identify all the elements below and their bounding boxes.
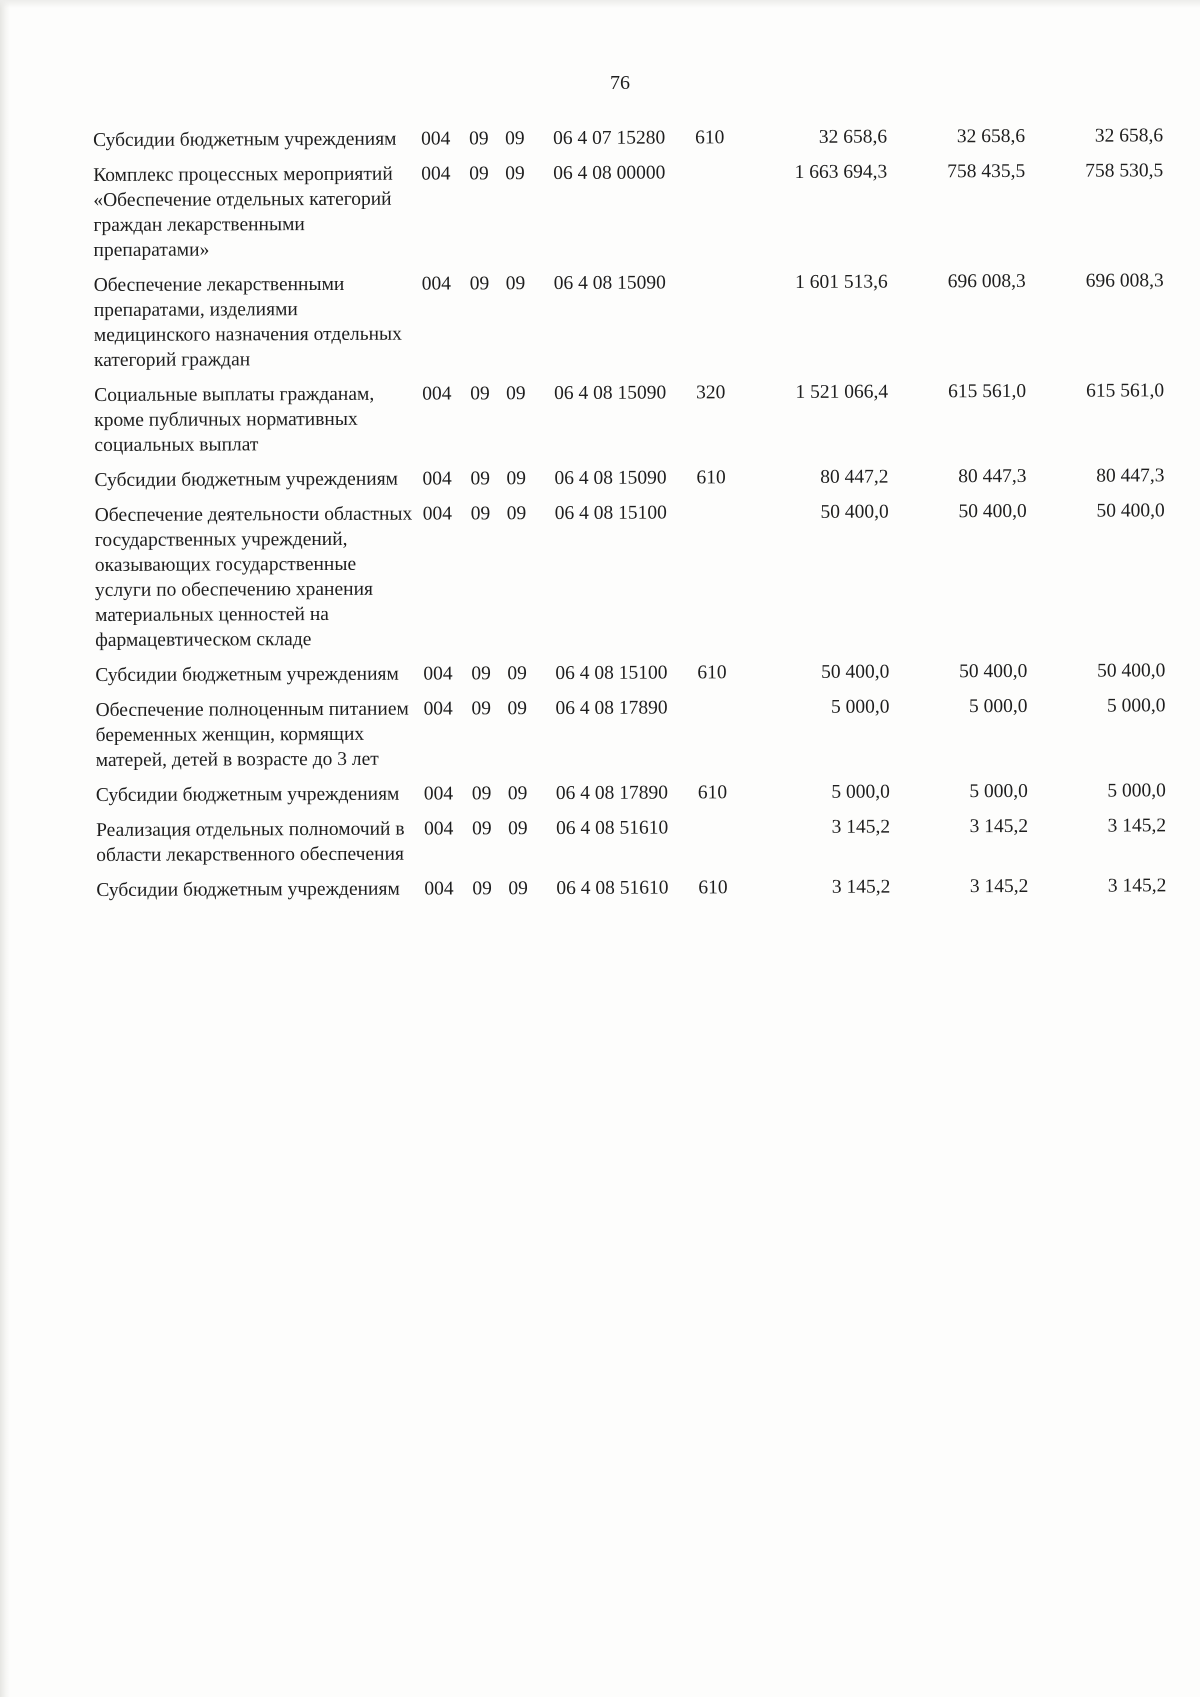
row-name: Обеспечение полноценным питанием беременных женщин, кормящих матерей, детей в возрасте до 3 лет	[95, 698, 409, 771]
target-item-code: 06 4 08 00000	[553, 162, 666, 184]
amount-year-2: 3 145,2	[969, 815, 1029, 838]
amount-year-3: 758 530,5	[1085, 160, 1164, 182]
department-code: 004	[422, 468, 452, 490]
amount-year-1: 1 663 694,3	[794, 161, 888, 183]
department-code: 004	[423, 663, 453, 685]
row-name: Реализация отдельных полномочий в области лекарственного обеспечения	[96, 818, 405, 866]
table-row	[94, 463, 1164, 503]
expense-type-code	[695, 160, 757, 270]
scan-left-edge	[0, 0, 10, 1697]
amount-year-2: 3 145,2	[969, 875, 1029, 898]
subsection-code: 09	[506, 468, 527, 490]
section-code: 09	[470, 468, 491, 490]
target-item-code: 06 4 08 51610	[556, 817, 669, 839]
section-code: 09	[472, 818, 492, 840]
subsection-code: 09	[506, 383, 526, 405]
section-code: 09	[469, 128, 489, 150]
amount-year-1: 1 601 513,6	[795, 271, 888, 293]
amount-year-1: 32 658,6	[818, 126, 888, 148]
subsection-code: 09	[505, 273, 526, 295]
section-code: 09	[470, 503, 491, 525]
amount-year-3: 50 400,0	[1096, 500, 1165, 522]
amount-year-3: 50 400,0	[1097, 660, 1166, 682]
row-name: Комплекс процессных мероприятий «Обеспечение отдельных категорий граждан лекарственными препаратами»	[93, 163, 393, 261]
department-code: 004	[423, 698, 453, 720]
section-code: 09	[471, 663, 491, 685]
amount-year-2: 50 400,0	[958, 500, 1027, 523]
department-code: 004	[421, 273, 451, 295]
expense-type-code: 610	[697, 662, 727, 684]
amount-year-3: 80 447,3	[1096, 465, 1165, 487]
page-number: 76	[610, 72, 630, 94]
target-item-code: 06 4 08 15090	[554, 467, 667, 489]
row-name: Обеспечение деятельности областных государственных учреждений, оказывающих государственные услуги по обеспечению хранения материальных ценностей на фармацевтическом складе	[94, 503, 413, 651]
amount-year-1: 5 000,0	[831, 781, 890, 803]
target-item-code: 06 4 08 15090	[553, 272, 666, 294]
section-code: 09	[470, 383, 490, 405]
table-row	[96, 813, 1166, 878]
row-name: Субсидии бюджетным учреждениям	[94, 468, 399, 491]
expense-type-code	[696, 270, 758, 380]
department-code: 004	[421, 128, 451, 150]
section-code: 09	[471, 698, 492, 720]
subsection-code: 09	[507, 783, 528, 805]
table-row	[93, 158, 1163, 273]
section-code: 09	[472, 878, 492, 900]
expense-type-code	[697, 500, 760, 660]
subsection-code: 09	[505, 128, 525, 150]
expense-type-code	[697, 695, 759, 780]
amount-year-3: 5 000,0	[1106, 695, 1166, 717]
amount-year-3: 3 145,2	[1107, 815, 1167, 837]
amount-year-2: 5 000,0	[968, 695, 1028, 718]
table-row	[94, 268, 1164, 383]
target-item-code: 06 4 08 51610	[556, 877, 669, 899]
department-code: 004	[422, 503, 452, 525]
table-row	[95, 498, 1166, 663]
row-name: Субсидии бюджетным учреждениям	[95, 783, 400, 806]
amount-year-2: 50 400,0	[959, 660, 1028, 683]
amount-year-3: 615 561,0	[1086, 380, 1165, 402]
amount-year-1: 80 447,2	[820, 466, 889, 488]
expense-type-code: 610	[695, 127, 725, 149]
amount-year-2: 758 435,5	[947, 160, 1026, 183]
amount-year-1: 3 145,2	[831, 876, 891, 898]
amount-year-1: 3 145,2	[831, 816, 891, 838]
row-name: Социальные выплаты гражданам, кроме публичных нормативных социальных выплат	[94, 383, 375, 456]
amount-year-2: 615 561,0	[948, 380, 1027, 403]
table-row	[96, 873, 1166, 913]
amount-year-1: 50 400,0	[820, 501, 889, 523]
expense-type-code	[698, 815, 760, 875]
amount-year-2: 5 000,0	[969, 780, 1028, 803]
subsection-code: 09	[507, 663, 527, 685]
target-item-code: 06 4 08 15100	[555, 662, 668, 684]
expense-type-code: 610	[697, 782, 728, 804]
subsection-code: 09	[506, 503, 527, 525]
table-row	[93, 123, 1163, 163]
amount-year-3: 696 008,3	[1085, 270, 1164, 292]
scan-top-edge	[0, 0, 1200, 8]
amount-year-1: 50 400,0	[821, 661, 890, 683]
budget-table	[93, 123, 1166, 913]
target-item-code: 06 4 08 15090	[554, 382, 667, 404]
table-row	[95, 658, 1165, 698]
target-item-code: 06 4 08 15100	[554, 502, 667, 524]
section-code: 09	[471, 783, 492, 805]
department-code: 004	[424, 818, 454, 840]
amount-year-2: 696 008,3	[947, 270, 1026, 293]
subsection-code: 09	[508, 878, 528, 900]
amount-year-3: 3 145,2	[1107, 875, 1167, 897]
table-row	[94, 378, 1164, 468]
target-item-code: 06 4 07 15280	[553, 127, 666, 149]
subsection-code: 09	[507, 698, 528, 720]
amount-year-3: 32 658,6	[1094, 125, 1164, 147]
budget-table-body	[93, 123, 1166, 913]
target-item-code: 06 4 08 17890	[555, 782, 669, 804]
row-name: Обеспечение лекарственными препаратами, изделиями медицинского назначения отдельных категорий граждан	[93, 273, 402, 371]
department-code: 004	[424, 878, 454, 900]
amount-year-2: 80 447,3	[958, 465, 1027, 488]
row-name: Субсидии бюджетным учреждениям	[96, 878, 400, 901]
expense-type-code: 320	[696, 382, 726, 404]
expense-type-code: 610	[698, 877, 728, 899]
table-row	[96, 778, 1166, 818]
table-row	[95, 693, 1165, 783]
subsection-code: 09	[508, 818, 528, 840]
target-item-code: 06 4 08 17890	[555, 697, 668, 719]
department-code: 004	[423, 783, 454, 805]
row-name: Субсидии бюджетным учреждениям	[95, 663, 399, 686]
department-code: 004	[422, 383, 452, 405]
amount-year-1: 1 521 066,4	[795, 381, 889, 403]
section-code: 09	[469, 273, 490, 295]
amount-year-2: 32 658,6	[956, 125, 1026, 148]
section-code: 09	[469, 163, 489, 185]
expense-type-code: 610	[696, 467, 726, 489]
amount-year-1: 5 000,0	[830, 696, 890, 718]
subsection-code: 09	[505, 163, 525, 185]
row-name: Субсидии бюджетным учреждениям	[93, 128, 397, 151]
amount-year-3: 5 000,0	[1107, 780, 1166, 802]
department-code: 004	[421, 163, 451, 185]
